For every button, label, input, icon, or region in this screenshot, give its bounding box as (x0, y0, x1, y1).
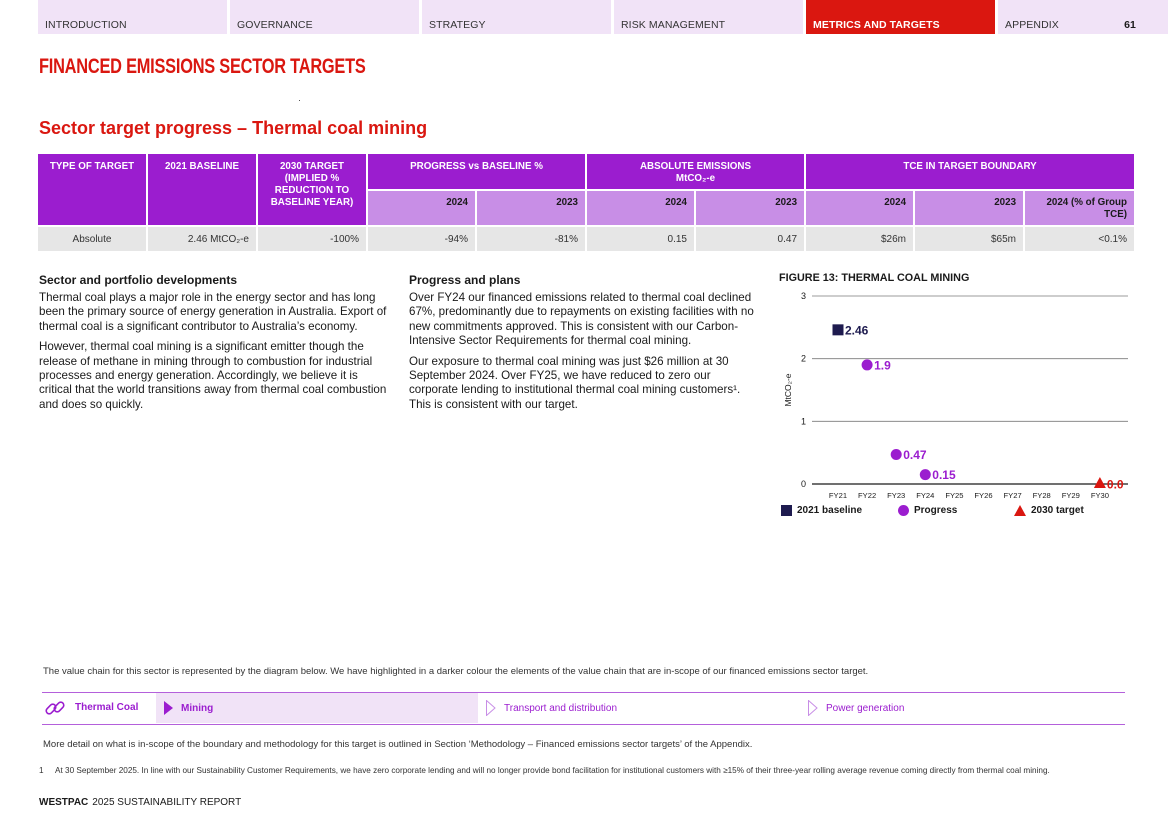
data-label: 2.46 (845, 323, 869, 338)
tab-appendix-label: APPENDIX (1005, 19, 1059, 31)
page-number: 61 (1124, 19, 1136, 31)
x-tick-label: FY22 (858, 491, 877, 500)
paragraph: Thermal coal plays a major role in the energy sector and has long been the primary source of energy generation in Australia. Export of thermal coal is a significant contributor to Australia’s economy. (39, 291, 387, 333)
section-title: Sector target progress – Thermal coal mining (39, 118, 428, 138)
circle-icon (898, 505, 909, 516)
link-icon (44, 697, 66, 719)
play-icon (164, 701, 173, 715)
header-2021-baseline: 2021 BASELINE (148, 154, 256, 225)
stray-dot (299, 100, 300, 101)
value-chain-sector (42, 693, 156, 723)
paragraph: However, thermal coal mining is a significant emitter though the release of methane in mining through to combustion for industrial processes and energy generation. Accordingly, we believe it is critical that the world transitions away from thermal coal combustion and does so quickly. (39, 340, 387, 411)
data-label: 1.9 (874, 358, 891, 373)
x-tick-label: FY24 (916, 491, 935, 500)
sector-developments-heading: Sector and portfolio developments (39, 273, 238, 287)
tab-governance[interactable]: GOVERNANCE (230, 0, 419, 34)
figure-title: FIGURE 13: THERMAL COAL MINING (779, 272, 970, 284)
cell-tce-2023: $65m (915, 227, 1023, 251)
header-progress: PROGRESS vs BASELINE % (368, 154, 585, 189)
progress-marker (862, 359, 873, 370)
value-chain-mining (156, 693, 478, 723)
chart-legend (781, 505, 1141, 519)
subheader-tce-2024: 2024 (806, 191, 913, 225)
value-chain-transport (486, 693, 617, 723)
paragraph: Our exposure to thermal coal mining was just $26 million at 30 September 2024. Over FY25, we have reduced to zero our corporate lending to institutional thermal coal mining customers¹. This is consistent with our target. (409, 354, 741, 411)
subheader-absolute-2024: 2024 (587, 191, 694, 225)
subheader-tce-2024-pct: 2024 (% of Group TCE) (1025, 191, 1134, 225)
value-chain-sector-label: Thermal Coal (75, 702, 139, 713)
value-chain-power-label: Power generation (826, 702, 905, 714)
chevron-right-icon (486, 700, 496, 716)
subheader-tce-2023: 2023 (915, 191, 1023, 225)
tab-strategy[interactable]: STRATEGY (422, 0, 611, 34)
subheader-progress-2023: 2023 (477, 191, 585, 225)
header-absolute-unit: MtCO₂-e (675, 173, 716, 184)
square-icon (781, 505, 792, 516)
cell-absolute-2024: 0.15 (587, 227, 694, 251)
value-chain (42, 692, 1125, 725)
progress-and-plans-heading: Progress and plans (409, 273, 521, 287)
data-label: 0.47 (903, 448, 927, 463)
progress-marker (920, 469, 931, 480)
header-absolute-label: ABSOLUTE EMISSIONS (639, 161, 752, 172)
footnote-number: 1 (39, 766, 44, 775)
tab-risk-management[interactable]: RISK MANAGEMENT (614, 0, 803, 34)
table-header-row (38, 154, 1134, 189)
header-type-of-target: TYPE OF TARGET (38, 154, 146, 225)
cell-target: -100% (258, 227, 366, 251)
thermal-coal-chart (776, 288, 1136, 503)
y-tick-label: 3 (800, 291, 806, 301)
tab-metrics-and-targets[interactable]: METRICS AND TARGETS (806, 0, 995, 34)
cell-tce-2024: $26m (806, 227, 913, 251)
legend-target-label: 2030 target (1031, 505, 1084, 516)
x-tick-label: FY23 (887, 491, 906, 500)
sector-developments (39, 273, 391, 418)
value-chain-transport-label: Transport and distribution (504, 702, 618, 714)
value-chain-mining-label: Mining (181, 702, 214, 714)
legend-baseline (781, 505, 862, 516)
x-tick-label: FY30 (1090, 491, 1109, 500)
data-label: 0.0 (1106, 477, 1124, 492)
report-brand (39, 797, 241, 808)
chevron-right-icon (808, 700, 818, 716)
legend-progress (898, 505, 957, 516)
tab-introduction[interactable]: INTRODUCTION (38, 0, 227, 34)
footnote (39, 766, 1129, 776)
cell-type: Absolute (38, 227, 146, 251)
legend-baseline-label: 2021 baseline (797, 505, 863, 516)
value-chain-power (808, 693, 904, 723)
y-tick-label: 0 (800, 479, 806, 489)
footnote-text: At 30 September 2025. In line with our Sustainability Customer Requirements, we have zero corporate lending and will no longer provide bond facilitation for institutional customers with ≥15% of their three-year rolling average revenue coming directly from thermal coal mining. (55, 766, 1050, 775)
progress-and-plans (409, 273, 761, 418)
header-tce: TCE IN TARGET BOUNDARY (806, 154, 1134, 189)
header-absolute-emissions (587, 154, 804, 189)
more-detail-note: More detail on what is in-scope of the boundary and methodology for this target is outlined in Section ‘Methodology – Financed emissions sector targets’ of the Appendix. (43, 739, 753, 750)
tab-appendix[interactable] (998, 0, 1168, 34)
cell-progress-2024: -94% (368, 227, 475, 251)
x-tick-label: FY21 (828, 491, 848, 500)
page-title: FINANCED EMISSIONS SECTOR TARGETS (39, 55, 366, 78)
paragraph: Over FY24 our financed emissions related to thermal coal declined 67%, predominantly due to repayments on existing facilities with no new commitments approved. This is consistent with our Carbon-Intensive Sector Requirements for thermal coal mining. (409, 291, 754, 348)
x-tick-label: FY25 (945, 491, 964, 500)
triangle-icon (1014, 505, 1026, 516)
top-nav (38, 0, 1168, 34)
legend-progress-label: Progress (914, 505, 958, 516)
cell-tce-pct: <0.1% (1025, 227, 1134, 251)
cell-baseline: 2.46 MtCO₂-e (148, 227, 256, 251)
x-tick-label: FY29 (1061, 491, 1080, 500)
header-2030-target: 2030 TARGET (IMPLIED % REDUCTION TO BASELINE YEAR) (258, 154, 366, 225)
cell-progress-2023: -81% (477, 227, 585, 251)
y-axis-label: MtCO₂-e (783, 373, 793, 407)
x-tick-label: FY27 (1003, 491, 1022, 500)
subheader-absolute-2023: 2023 (696, 191, 804, 225)
x-tick-label: FY28 (1032, 491, 1051, 500)
target-marker (1094, 477, 1106, 488)
baseline-marker (833, 324, 844, 335)
cell-absolute-2023: 0.47 (696, 227, 804, 251)
y-tick-label: 1 (800, 416, 806, 427)
subheader-progress-2024: 2024 (368, 191, 475, 225)
legend-target (1014, 505, 1084, 516)
progress-marker (891, 449, 902, 460)
x-tick-label: FY26 (974, 491, 993, 500)
sector-target-table (36, 152, 1136, 253)
value-chain-intro: The value chain for this sector is represented by the diagram below. We have highlighted in a darker colour the elements of the value chain that are in-scope of our financed emissions sector target. (43, 666, 869, 677)
data-label: 0.15 (932, 468, 956, 483)
y-tick-label: 2 (800, 353, 806, 364)
table-row (38, 227, 1134, 251)
brand-name: WESTPAC (39, 797, 89, 808)
report-name: 2025 SUSTAINABILITY REPORT (92, 797, 242, 808)
